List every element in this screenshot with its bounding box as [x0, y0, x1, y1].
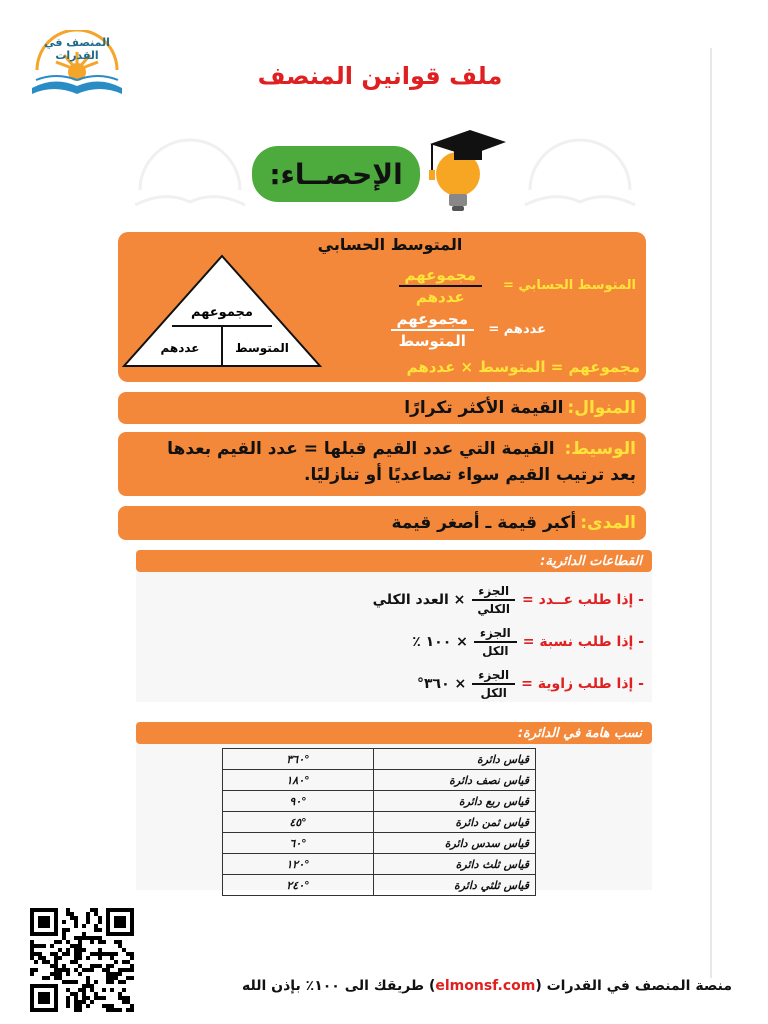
- table-cell: °٦٠: [223, 833, 374, 854]
- count-formula-fraction: [384, 310, 474, 350]
- fraction-numerator: مجموعهم: [391, 310, 474, 331]
- fraction-denominator: المتوسط: [398, 332, 466, 350]
- fraction-denominator: الكل: [480, 686, 507, 700]
- fraction-denominator: عددهم: [415, 288, 465, 306]
- pie-row-label: - إذا طلب زاوية =: [521, 676, 644, 692]
- range-definition: [118, 506, 646, 540]
- table-row: [223, 833, 536, 854]
- table-row: [223, 770, 536, 791]
- pie-row-label: - إذا طلب نسبة =: [522, 634, 644, 650]
- triangle-left-label: عددهم: [160, 341, 200, 355]
- table-cell: قياس نصف دائرة: [374, 770, 536, 791]
- table-row: [223, 749, 536, 770]
- triangle-right-label: المتوسط: [235, 341, 289, 355]
- section-title: الإحصــاء:: [252, 146, 420, 202]
- table-cell: قياس ثلث دائرة: [374, 854, 536, 875]
- median-line1: القيمة التي عدد القيم قبلها = عدد القيم بعدها: [167, 439, 555, 459]
- table-cell: °٩٠: [223, 791, 374, 812]
- sum-equation: مجموعهم = المتوسط × عددهم: [406, 358, 640, 376]
- fraction-numerator: الجزء: [474, 626, 517, 643]
- triangle-top-label: مجموعهم: [191, 305, 253, 320]
- mean-formula-fraction: [392, 266, 482, 306]
- watermark-right: [520, 110, 640, 220]
- mode-key: المنوال:: [567, 398, 636, 418]
- table-cell: قياس سدس دائرة: [374, 833, 536, 854]
- fraction-numerator: مجموعهم: [399, 266, 482, 287]
- mean-title: المتوسط الحسابي: [317, 235, 463, 254]
- table-row: [223, 854, 536, 875]
- range-text: أكبر قيمة ـ أصغر قيمة: [391, 513, 577, 533]
- pie-row-rest: × ٣٦٠°: [417, 676, 467, 692]
- document-title: ملف قوانين المنصف: [257, 62, 503, 90]
- props-heading: نسب هامة في الدائرة:: [136, 722, 652, 744]
- table-cell: °٣٦٠: [223, 749, 374, 770]
- table-cell: °٤٥: [223, 812, 374, 833]
- median-line2: بعد ترتيب القيم سواء تصاعديًا أو تنازليًا.: [304, 465, 636, 485]
- table-row: [223, 812, 536, 833]
- fraction-denominator: الكلي: [477, 602, 511, 616]
- table-cell: قياس ثلثي دائرة: [374, 875, 536, 896]
- page-border-line: [710, 48, 712, 978]
- median-key: الوسيط:: [564, 439, 636, 459]
- pie-row-ratio: [144, 626, 644, 658]
- table-cell: قياس دائرة: [374, 749, 536, 770]
- table-cell: °١٨٠: [223, 770, 374, 791]
- fraction-denominator: الكل: [482, 644, 509, 658]
- watermark-left: [130, 110, 250, 220]
- pie-row-rest: × العدد الكلي: [372, 592, 466, 608]
- pie-row-rest: × ١٠٠ ٪: [412, 634, 468, 650]
- table-cell: °٢٤٠: [223, 875, 374, 896]
- mean-formula-label: المتوسط الحسابي =: [502, 278, 636, 293]
- footer-link[interactable]: elmonsf.com: [435, 978, 536, 994]
- table-row: [223, 791, 536, 812]
- qr-code-icon[interactable]: [30, 908, 134, 1012]
- footer-text: [160, 978, 732, 994]
- logo-text: المنصف في القدرات: [44, 36, 110, 62]
- mode-text: القيمة الأكثر تكرارًا: [404, 398, 564, 418]
- circle-props-table: [222, 748, 536, 896]
- graduation-bulb-icon: [410, 122, 510, 218]
- table-row: [223, 875, 536, 896]
- table-cell: قياس ثمن دائرة: [374, 812, 536, 833]
- pie-panel: [136, 572, 652, 702]
- fraction-numerator: الجزء: [472, 584, 515, 601]
- fraction-numerator: الجزء: [472, 668, 515, 685]
- table-cell: °١٢٠: [223, 854, 374, 875]
- brand-logo: [22, 30, 132, 102]
- median-definition: [118, 432, 646, 496]
- footer-after: ) طريقك الى ١٠٠٪ بإذن الله: [242, 978, 436, 994]
- range-key: المدى:: [580, 513, 636, 533]
- mode-definition: [118, 392, 646, 424]
- pie-heading: القطاعات الدائرية:: [136, 550, 652, 572]
- mean-triangle-diagram: [122, 254, 322, 370]
- pie-row-count: [144, 584, 644, 616]
- table-cell: قياس ربع دائرة: [374, 791, 536, 812]
- pie-row-angle: [144, 668, 644, 700]
- footer-before: منصة المنصف في القدرات (: [535, 978, 732, 994]
- count-formula-label: عددهم =: [488, 322, 546, 337]
- pie-row-label: - إذا طلب عــدد =: [522, 592, 644, 608]
